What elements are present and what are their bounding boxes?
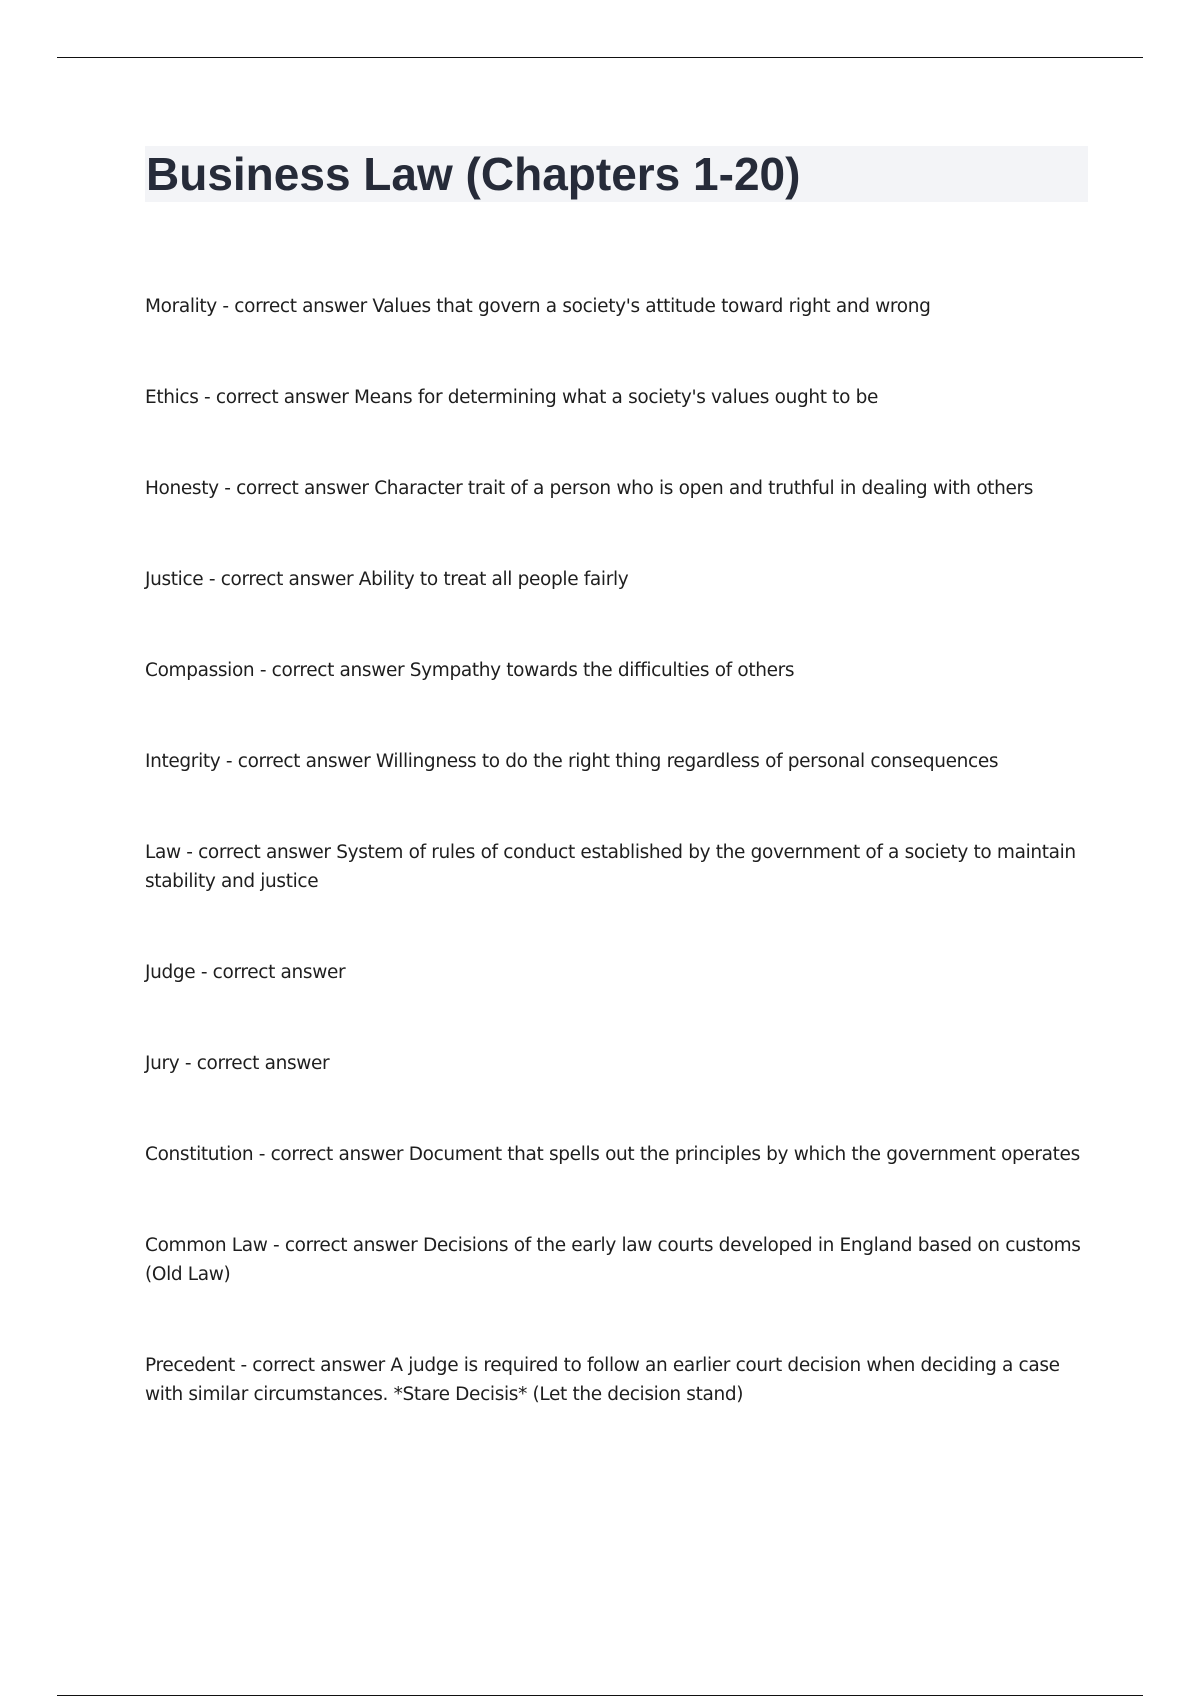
term-entry-precedent: Precedent - correct answer A judge is required to follow an earlier court decision when deciding a case with similar circumstances. *Stare Decisis* (Let the decision stand) (145, 1355, 1060, 1405)
term-entry-honesty: Honesty - correct answer Character trait of a person who is open and truthful in dealing with others (145, 478, 1034, 499)
bottom-rule (57, 1695, 1143, 1696)
term-entry-constitution: Constitution - correct answer Document that spells out the principles by which the government operates (145, 1144, 1080, 1165)
term-entry-jury: Jury - correct answer (145, 1053, 330, 1074)
term-entry-ethics: Ethics - correct answer Means for determining what a society's values ought to be (145, 387, 878, 408)
term-entry-integrity: Integrity - correct answer Willingness to do the right thing regardless of personal consequences (145, 751, 999, 772)
term-entry-morality: Morality - correct answer Values that govern a society's attitude toward right and wrong (145, 296, 931, 317)
term-entry-law: Law - correct answer System of rules of conduct established by the government of a society to maintain stability and justice (145, 842, 1076, 892)
term-entry-compassion: Compassion - correct answer Sympathy towards the difficulties of others (145, 660, 795, 681)
term-entry-judge: Judge - correct answer (145, 962, 346, 983)
term-entry-common-law: Common Law - correct answer Decisions of the early law courts developed in England based on customs (Old Law) (145, 1235, 1081, 1285)
term-entry-justice: Justice - correct answer Ability to treat all people fairly (145, 569, 629, 590)
page-title: Business Law (Chapters 1-20) (146, 148, 801, 200)
top-rule (57, 57, 1143, 58)
